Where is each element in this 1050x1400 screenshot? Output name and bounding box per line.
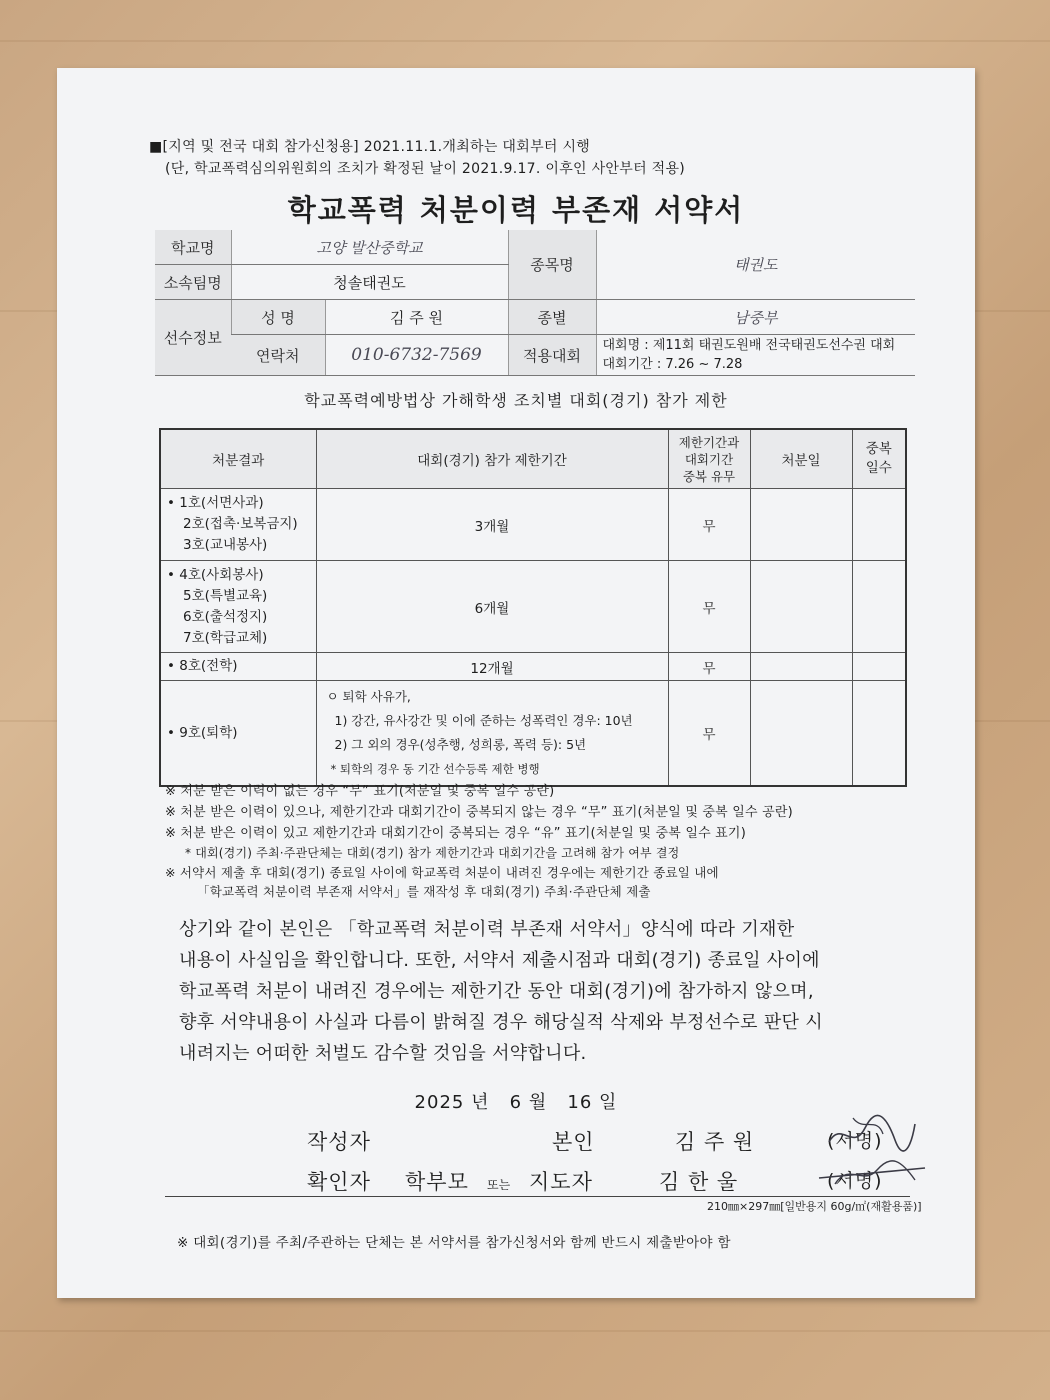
result-line: 3호(교내봉사) xyxy=(183,537,268,553)
result-cell xyxy=(160,653,316,681)
team-value: 청솔태권도 xyxy=(231,265,508,300)
document-title: 학교폭력 처분이력 부존재 서약서 xyxy=(287,193,745,227)
competition-name: 대회명 : 제11회 태권도원배 전국태권도선수권 대회 xyxy=(602,338,896,353)
overlap-cell: 무 xyxy=(668,653,750,681)
pledge-line: 내용이 사실임을 확인합니다. 또한, 서약서 제출시점과 대회(경기) 종료일 사이에 xyxy=(179,950,820,971)
note-line: ※ 서약서 제출 후 대회(경기) 종료일 사이에 학교폭력 처분이 내려진 경우에는 제한기간 종료일 내에 xyxy=(165,865,719,880)
header-period: 대회(경기) 참가 제한기간 xyxy=(316,429,668,489)
result-cell xyxy=(160,489,316,561)
penalty-table xyxy=(159,428,907,787)
period-line: * 퇴학의 경우 동 기간 선수등록 제한 병행 xyxy=(330,762,540,776)
result-line: 7호(학급교체) xyxy=(183,629,268,646)
event-label: 종목명 xyxy=(508,230,596,300)
event-value: 태권도 xyxy=(596,230,915,300)
competition-cell xyxy=(596,335,915,376)
signing-date xyxy=(57,1088,975,1114)
pledge-text xyxy=(179,914,939,1069)
result-cell xyxy=(160,561,316,653)
note-line: 「학교폭력 처분이력 부존재 서약서」를 재작성 후 대회(경기) 주최·주관단체 제출 xyxy=(197,884,651,899)
overlap-cell: 무 xyxy=(668,561,750,653)
notice-line-1: ■[지역 및 전국 대회 참가신청용] 2021.11.1.개최하는 대회부터 시행 xyxy=(149,139,591,155)
overlap-cell: 무 xyxy=(668,489,750,561)
confirm-name: 김 한 울 xyxy=(659,1170,739,1194)
result-line: • 4호(사회봉사) xyxy=(167,566,264,583)
type-value: 남중부 xyxy=(596,300,915,335)
date-day: 16 xyxy=(567,1092,593,1113)
school-value: 고양 발산중학교 xyxy=(231,230,508,265)
period-line: 1) 강간, 유사강간 및 이에 준하는 성폭력인 경우: 10년 xyxy=(334,713,633,728)
date-cell xyxy=(750,561,852,653)
penalty-subtitle: 학교폭력예방법상 가해학생 조치별 대회(경기) 참가 제한 xyxy=(304,391,728,410)
date-year: 2025 xyxy=(414,1092,465,1113)
days-cell xyxy=(852,653,906,681)
competition-period: 대회기간 : 7.26 ~ 7.28 xyxy=(602,357,743,372)
period-line: 2) 그 외의 경우(성추행, 성희롱, 폭력 등): 5년 xyxy=(334,737,587,752)
result-line: 5호(특별교육) xyxy=(183,587,268,604)
result-line: • 1호(서면사과) xyxy=(167,495,264,511)
document-paper xyxy=(57,68,975,1298)
header-days: 중복 일수 xyxy=(852,429,906,489)
contact-label: 연락처 xyxy=(231,335,325,376)
confirm-or: 또는 xyxy=(487,1178,511,1192)
confirm-role: 지도자 xyxy=(529,1170,593,1194)
confirm-signature-scribble xyxy=(815,1152,935,1192)
writer-name: 김 주 원 xyxy=(675,1130,755,1154)
note-line: * 대회(경기) 주최·주관단체는 대회(경기) 참가 제한기간과 대회기간을 고려해 참가 여부 결정 xyxy=(185,846,680,860)
paper-spec: 210㎜×297㎜[일반용지 60g/㎡(재활용품)] xyxy=(707,1200,922,1213)
note-line: ※ 처분 받은 이력이 없는 경우 “무” 표기(처분일 및 중복 일수 공란) xyxy=(165,784,555,799)
period-cell: 12개월 xyxy=(316,653,668,681)
notice-line-2: (단, 학교폭력심의위원회의 조치가 확정된 날이 2021.9.17. 이후인 사안부터 적용) xyxy=(165,161,686,177)
result-line: • 9호(퇴학) xyxy=(167,724,238,741)
writer-signature-scribble xyxy=(823,1112,919,1156)
writer-label: 작성자 xyxy=(307,1130,371,1154)
name-label: 성 명 xyxy=(231,300,325,335)
date-year-unit: 년 xyxy=(471,1092,490,1113)
date-cell xyxy=(750,653,852,681)
date-day-unit: 일 xyxy=(599,1092,618,1113)
applicant-info-table xyxy=(155,230,915,376)
days-cell xyxy=(852,489,906,561)
overlap-cell: 무 xyxy=(668,681,750,787)
days-cell xyxy=(852,681,906,787)
table-row xyxy=(160,653,906,681)
team-label: 소속팀명 xyxy=(155,265,231,300)
period-line: ㅇ 퇴학 사유가, xyxy=(326,689,411,704)
note-line: ※ 처분 받은 이력이 있으나, 제한기간과 대회기간이 중복되지 않는 경우 “무” 표기(처분일 및 중복 일수 공란) xyxy=(165,805,793,820)
confirm-sign-label: (서명) xyxy=(827,1170,883,1192)
period-cell xyxy=(316,681,668,787)
writer-role: 본인 xyxy=(552,1130,595,1154)
date-month-unit: 월 xyxy=(528,1092,548,1113)
writer-sign-label: (서명) xyxy=(827,1130,883,1152)
header-date: 처분일 xyxy=(750,429,852,489)
result-line: 6호(출석정지) xyxy=(183,608,268,625)
period-cell: 3개월 xyxy=(316,489,668,561)
date-cell xyxy=(750,489,852,561)
table-row xyxy=(160,561,906,653)
note-line: ※ 처분 받은 이력이 있고 제한기간과 대회기간이 중복되는 경우 “유” 표기(처분일 및 중복 일수 표기) xyxy=(165,826,746,841)
divider-line xyxy=(165,1196,910,1197)
player-info-label: 선수정보 xyxy=(155,300,231,376)
result-line: 2호(접촉·보복금지) xyxy=(183,516,298,532)
pledge-line: 학교폭력 처분이 내려진 경우에는 제한기간 동안 대회(경기)에 참가하지 않으며, xyxy=(179,981,814,1002)
table-row xyxy=(160,681,906,787)
header-result: 처분결과 xyxy=(160,429,316,489)
type-label: 종별 xyxy=(508,300,596,335)
confirm-label: 확인자 xyxy=(307,1170,371,1194)
school-label: 학교명 xyxy=(155,230,231,265)
table-row xyxy=(160,489,906,561)
result-cell xyxy=(160,681,316,787)
pledge-line: 상기와 같이 본인은 「학교폭력 처분이력 부존재 서약서」양식에 따라 기재한 xyxy=(179,919,795,940)
days-cell xyxy=(852,561,906,653)
pledge-line: 내려지는 어떠한 처벌도 감수할 것임을 서약합니다. xyxy=(179,1043,587,1064)
header-overlap: 제한기간과 대회기간 중복 유무 xyxy=(668,429,750,489)
confirm-parent: 학부모 xyxy=(405,1170,469,1194)
apply-label: 적용대회 xyxy=(508,335,596,376)
date-cell xyxy=(750,681,852,787)
footer-note: ※ 대회(경기)를 주최/주관하는 단체는 본 서약서를 참가신청서와 함께 반드시 제출받아야 함 xyxy=(177,1235,731,1251)
result-line: • 8호(전학) xyxy=(167,658,238,674)
pledge-line: 향후 서약내용이 사실과 다름이 밝혀질 경우 해당실적 삭제와 부정선수로 판단 시 xyxy=(179,1012,823,1033)
date-month: 6 xyxy=(509,1092,523,1113)
period-cell: 6개월 xyxy=(316,561,668,653)
name-value: 김 주 원 xyxy=(325,300,508,335)
contact-value: 010-6732-7569 xyxy=(325,335,508,376)
